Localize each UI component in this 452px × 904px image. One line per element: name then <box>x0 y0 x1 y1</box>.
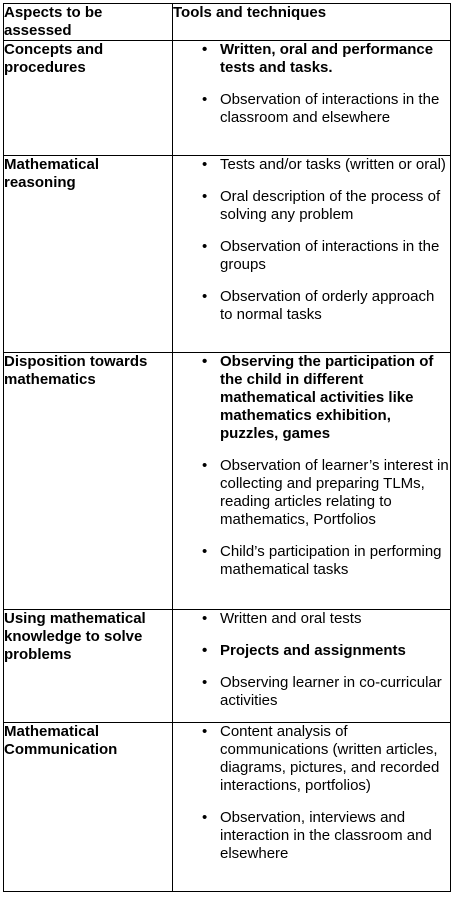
list-item <box>173 457 450 529</box>
bullet-icon: • <box>202 156 208 173</box>
aspect-cell: Using mathematical knowledge to solve problems <box>4 610 173 723</box>
bullet-icon: • <box>202 610 208 627</box>
tools-list <box>173 41 450 127</box>
aspect-cell: Mathematical Communication <box>4 723 173 892</box>
assessment-table <box>3 3 451 892</box>
tool-text: Observing learner in co-curricular activities <box>220 674 442 709</box>
list-item <box>173 809 450 863</box>
tool-text: Observation of interactions in the groups <box>220 238 440 273</box>
aspect-cell: Disposition towards mathematics <box>4 353 173 610</box>
list-item <box>173 288 450 324</box>
tools-list <box>173 353 450 579</box>
header-aspects: Aspects to be assessed <box>4 4 173 41</box>
tool-text: Observation of orderly approach to normal tasks <box>220 288 435 323</box>
header-tools: Tools and techniques <box>173 4 451 41</box>
tools-list <box>173 723 450 863</box>
tool-text: Child’s participation in performing mathematical tasks <box>220 543 442 578</box>
table-row <box>4 353 451 610</box>
table-row <box>4 610 451 723</box>
list-item <box>173 91 450 127</box>
tools-list <box>173 610 450 710</box>
aspect-cell: Concepts and procedures <box>4 41 173 156</box>
tool-text: Oral description of the process of solving any problem <box>220 188 441 223</box>
tools-list <box>173 156 450 324</box>
tools-cell <box>173 610 451 723</box>
list-item <box>173 238 450 274</box>
bullet-icon: • <box>202 457 208 474</box>
tool-text: Projects and assignments <box>220 642 406 659</box>
bullet-icon: • <box>202 723 208 740</box>
bullet-icon: • <box>202 41 208 58</box>
list-item <box>173 353 450 443</box>
tool-text: Written and oral tests <box>220 610 362 627</box>
tool-text: Observation, interviews and interaction in the classroom and elsewhere <box>220 809 432 862</box>
bullet-icon: • <box>202 353 208 370</box>
tools-cell <box>173 723 451 892</box>
header-row <box>4 4 451 41</box>
table-row <box>4 156 451 353</box>
list-item <box>173 188 450 224</box>
table-row <box>4 723 451 892</box>
list-item <box>173 642 450 660</box>
bullet-icon: • <box>202 642 208 659</box>
list-item <box>173 723 450 795</box>
bullet-icon: • <box>202 238 208 255</box>
list-item <box>173 610 450 628</box>
tool-text: Observing the participation of the child in different mathematical activities like mathematics exhibition, puzzles, games <box>220 353 434 442</box>
tool-text: Observation of learner’s interest in collecting and preparing TLMs, reading articles relating to mathematics, Portfolios <box>220 457 449 528</box>
tools-cell <box>173 41 451 156</box>
tool-text: Observation of interactions in the classroom and elsewhere <box>220 91 440 126</box>
bullet-icon: • <box>202 543 208 560</box>
tool-text: Tests and/or tasks (written or oral) <box>220 156 446 173</box>
aspect-cell: Mathematical reasoning <box>4 156 173 353</box>
list-item <box>173 674 450 710</box>
table-row <box>4 41 451 156</box>
bullet-icon: • <box>202 288 208 305</box>
list-item <box>173 41 450 77</box>
list-item <box>173 543 450 579</box>
bullet-icon: • <box>202 91 208 108</box>
list-item <box>173 156 450 174</box>
tool-text: Written, oral and performance tests and tasks. <box>220 41 434 76</box>
bullet-icon: • <box>202 674 208 691</box>
bullet-icon: • <box>202 188 208 205</box>
bullet-icon: • <box>202 809 208 826</box>
tools-cell <box>173 156 451 353</box>
tools-cell <box>173 353 451 610</box>
tool-text: Content analysis of communications (written articles, diagrams, pictures, and recorded interactions, portfolios) <box>220 723 440 794</box>
